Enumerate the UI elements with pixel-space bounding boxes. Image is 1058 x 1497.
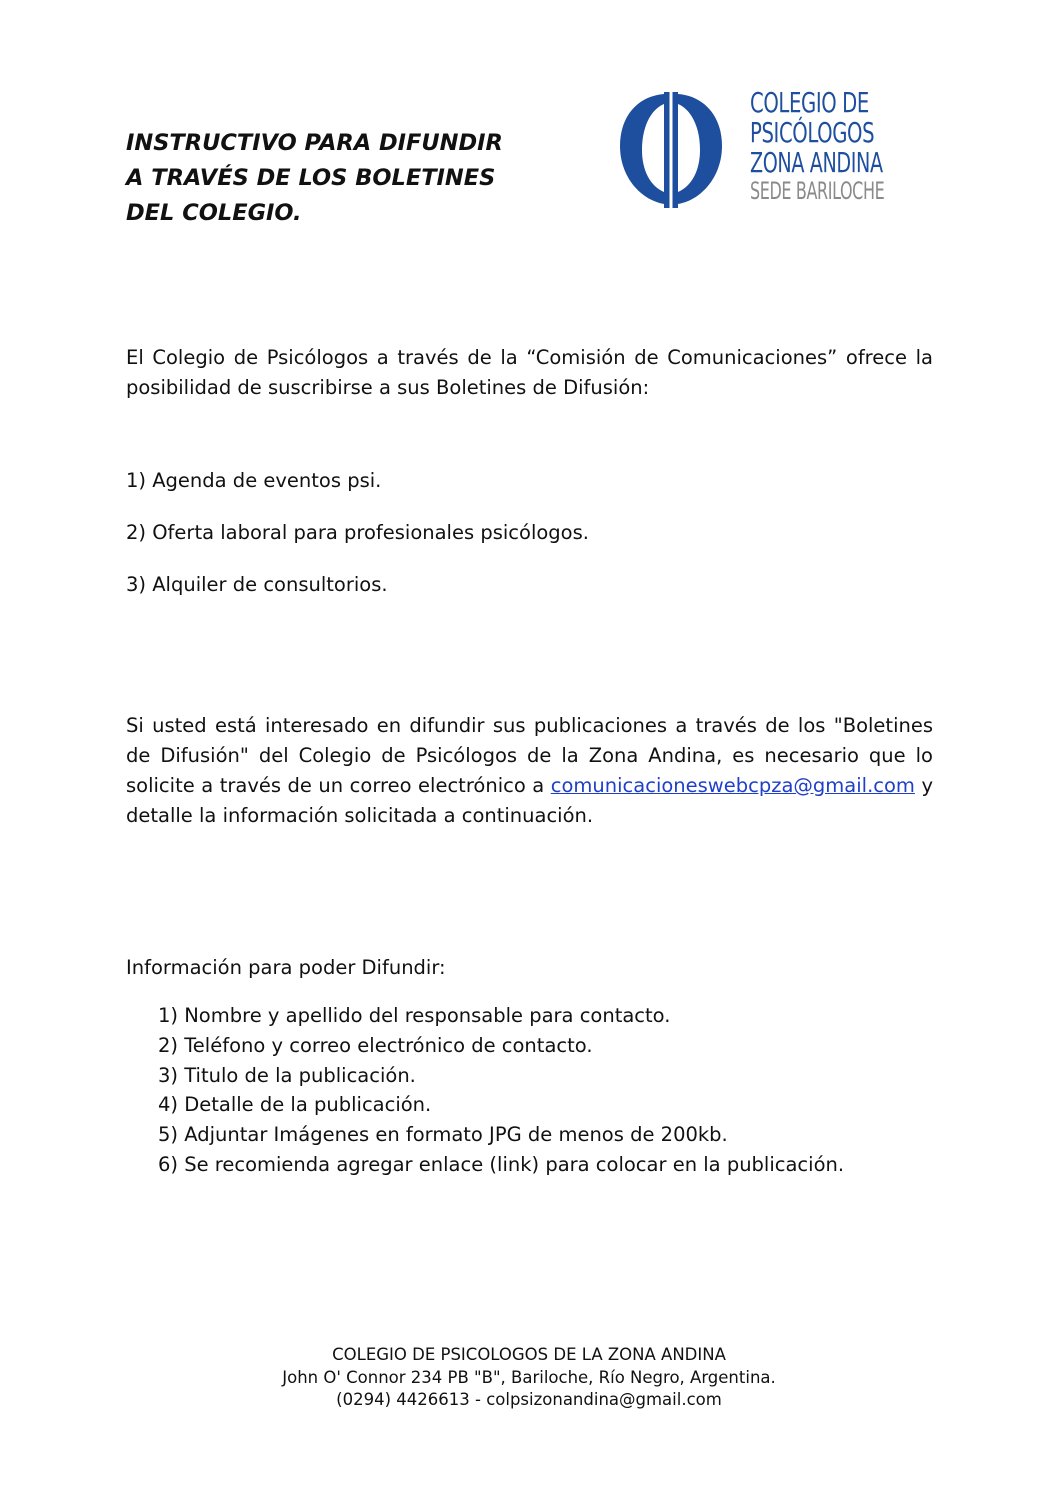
list-item: 1) Agenda de eventos psi. xyxy=(126,469,382,492)
logo-line: PSICÓLOGOS xyxy=(750,116,875,149)
document-title xyxy=(126,126,596,231)
footer-line: COLEGIO DE PSICOLOGOS DE LA ZONA ANDINA xyxy=(332,1345,726,1364)
list-item: 2) Oferta laboral para profesionales psicólogos. xyxy=(126,521,589,544)
logo-line: SEDE BARILOCHE xyxy=(750,177,885,205)
list-item: 2) Teléfono y correo electrónico de contacto. xyxy=(158,1033,593,1057)
logo-wordmark xyxy=(750,88,920,204)
info-list xyxy=(158,1001,844,1180)
title-line: INSTRUCTIVO PARA DIFUNDIR xyxy=(126,130,503,156)
list-item: 3) Titulo de la publicación. xyxy=(158,1063,416,1087)
intro-paragraph: El Colegio de Psicólogos a través de la “Comisión de Comunicaciones” ofrece la posibilidad de suscribirse a sus Boletines de Difusión: xyxy=(126,346,933,399)
footer-line: (0294) 4426613 - colpsizonandina@gmail.com xyxy=(336,1390,722,1409)
list-item: 5) Adjuntar Imágenes en formato JPG de menos de 200kb. xyxy=(158,1123,728,1147)
list-item: 3) Alquiler de consultorios. xyxy=(126,573,388,596)
title-line: DEL COLEGIO. xyxy=(126,200,302,226)
request-text: y detalle la información solicitada a continuación. xyxy=(126,774,933,827)
psi-symbol-icon xyxy=(616,88,726,213)
bulletin-list xyxy=(126,466,589,622)
request-paragraph xyxy=(126,711,933,831)
list-item: 4) Detalle de la publicación. xyxy=(158,1093,432,1117)
college-logo xyxy=(616,88,916,213)
title-line: A TRAVÉS DE LOS BOLETINES xyxy=(126,165,496,191)
list-item: 6) Se recomienda agregar enlace (link) para colocar en la publicación. xyxy=(158,1152,845,1176)
footer-line: John O' Connor 234 PB "B", Bariloche, Río Negro, Argentina. xyxy=(282,1367,776,1387)
email-link[interactable]: comunicacioneswebcpza@gmail.com xyxy=(550,774,915,797)
page-footer xyxy=(0,1344,1058,1412)
logo-line: ZONA ANDINA xyxy=(750,146,883,179)
request-text: Si usted está interesado en difundir sus publicaciones a través de los "Boletines de Difusión" del Colegio de Psicólogos de la Zona Andina, es necesario que lo solicite a través de un correo electrónico a xyxy=(126,714,933,797)
list-item: 1) Nombre y apellido del responsable para contacto. xyxy=(158,1004,671,1027)
info-heading: Información para poder Difundir: xyxy=(126,956,446,979)
logo-line: COLEGIO DE xyxy=(750,86,869,119)
